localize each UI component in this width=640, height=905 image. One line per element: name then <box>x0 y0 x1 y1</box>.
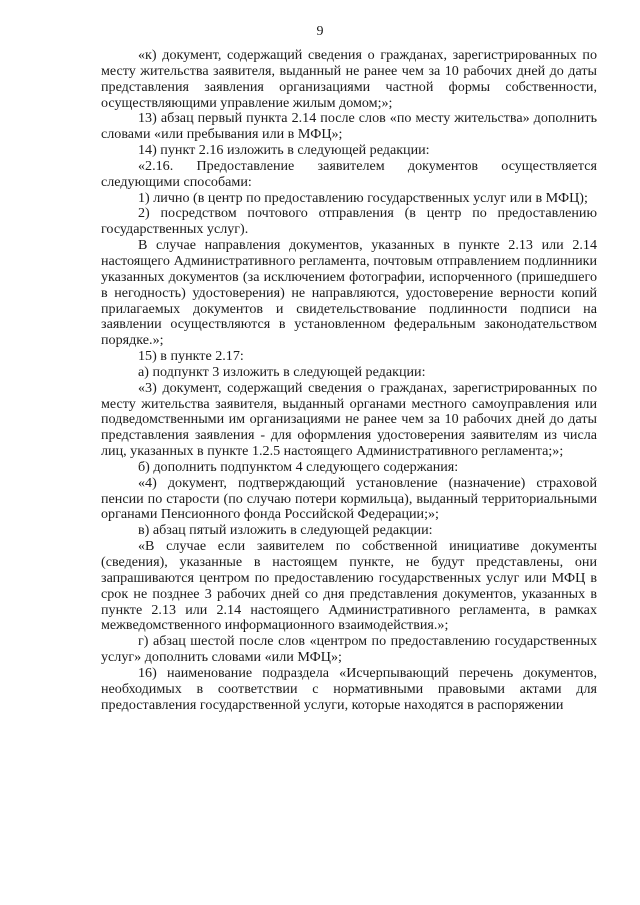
paragraph-abzac-5: «В случае если заявителем по собственной инициативе документы (сведения), указанные в настоящем пункте, не будут представлены, они запрашиваются центром по предоставлению государственных услуг или МФЦ в срок не позднее 3 рабочих дней со дня представления документов, указанных в пункте 2.13 или 2.14 настоящего Административного регламента, в рамках межведомственного информационного взаимодействия.»; <box>101 538 597 634</box>
page-number: 9 <box>316 24 324 39</box>
paragraph-postal-case: В случае направления документов, указанных в пункте 2.13 или 2.14 настоящего Административного регламента, почтовым отправлением подлинники указанных документов (за исключением фотографии, испорченного (пришедшего в негодность) удостоверения) не направляются, удостоверение верности копий прилагаемых документов и свидетельствование подлинности подписи на заявлении осуществляются в установленном федеральным законодательством порядке.»; <box>101 237 597 349</box>
paragraph-method-1: 1) лично (в центр по предоставлению государственных услуг или в МФЦ); <box>138 189 588 206</box>
paragraph-k-item: «к) документ, содержащий сведения о гражданах, зарегистрированных по месту жительства заявителя, выданный не ранее чем за 10 рабочих дней до даты представления заявления организациями частной формы собственности, осуществляющими управление жилым домом;»; <box>101 47 597 111</box>
paragraph-14: 14) пункт 2.16 изложить в следующей редакции: <box>138 142 430 159</box>
paragraph-13: 13) абзац первый пункта 2.14 после слов «по месту жительства» дополнить словами «или пребывания или в МФЦ»; <box>101 110 597 143</box>
document-body <box>101 48 597 713</box>
paragraph-method-2: 2) посредством почтового отправления (в центр по предоставлению государственных услуг). <box>101 205 597 238</box>
paragraph-2-16: «2.16. Предоставление заявителем документов осуществляется следующими способами: <box>101 157 597 190</box>
paragraph-subitem-3: «3) документ, содержащий сведения о гражданах, зарегистрированных по месту жительства заявителя, выданный органами местного самоуправления или подведомственными им организациями не ранее чем за 10 рабочих дней до даты представления заявления - для оформления удостоверения заявителям из числа лиц, указанных в пункте 1.2.5 настоящего Административного регламента;»; <box>101 379 597 460</box>
paragraph-16: 16) наименование подраздела «Исчерпывающий перечень документов, необходимых в соответствии с нормативными правовыми актами для предоставления государственной услуги, которые находятся в распоряжении <box>101 664 597 713</box>
paragraph-15-v: в) абзац пятый изложить в следующей редакции: <box>138 522 433 539</box>
paragraph-15-b: б) дополнить подпунктом 4 следующего содержания: <box>138 458 459 475</box>
paragraph-15: 15) в пункте 2.17: <box>138 348 244 365</box>
paragraph-15-g: г) абзац шестой после слов «центром по предоставлению государственных услуг» дополнить словами «или МФЦ»; <box>101 633 597 666</box>
paragraph-subitem-4: «4) документ, подтверждающий установление (назначение) страховой пенсии по старости (по случаю потери кормильца), выданный территориальными органами Пенсионного фонда Российской Федерации;»; <box>101 474 597 523</box>
paragraph-15-a: а) подпункт 3 изложить в следующей редакции: <box>138 363 426 380</box>
